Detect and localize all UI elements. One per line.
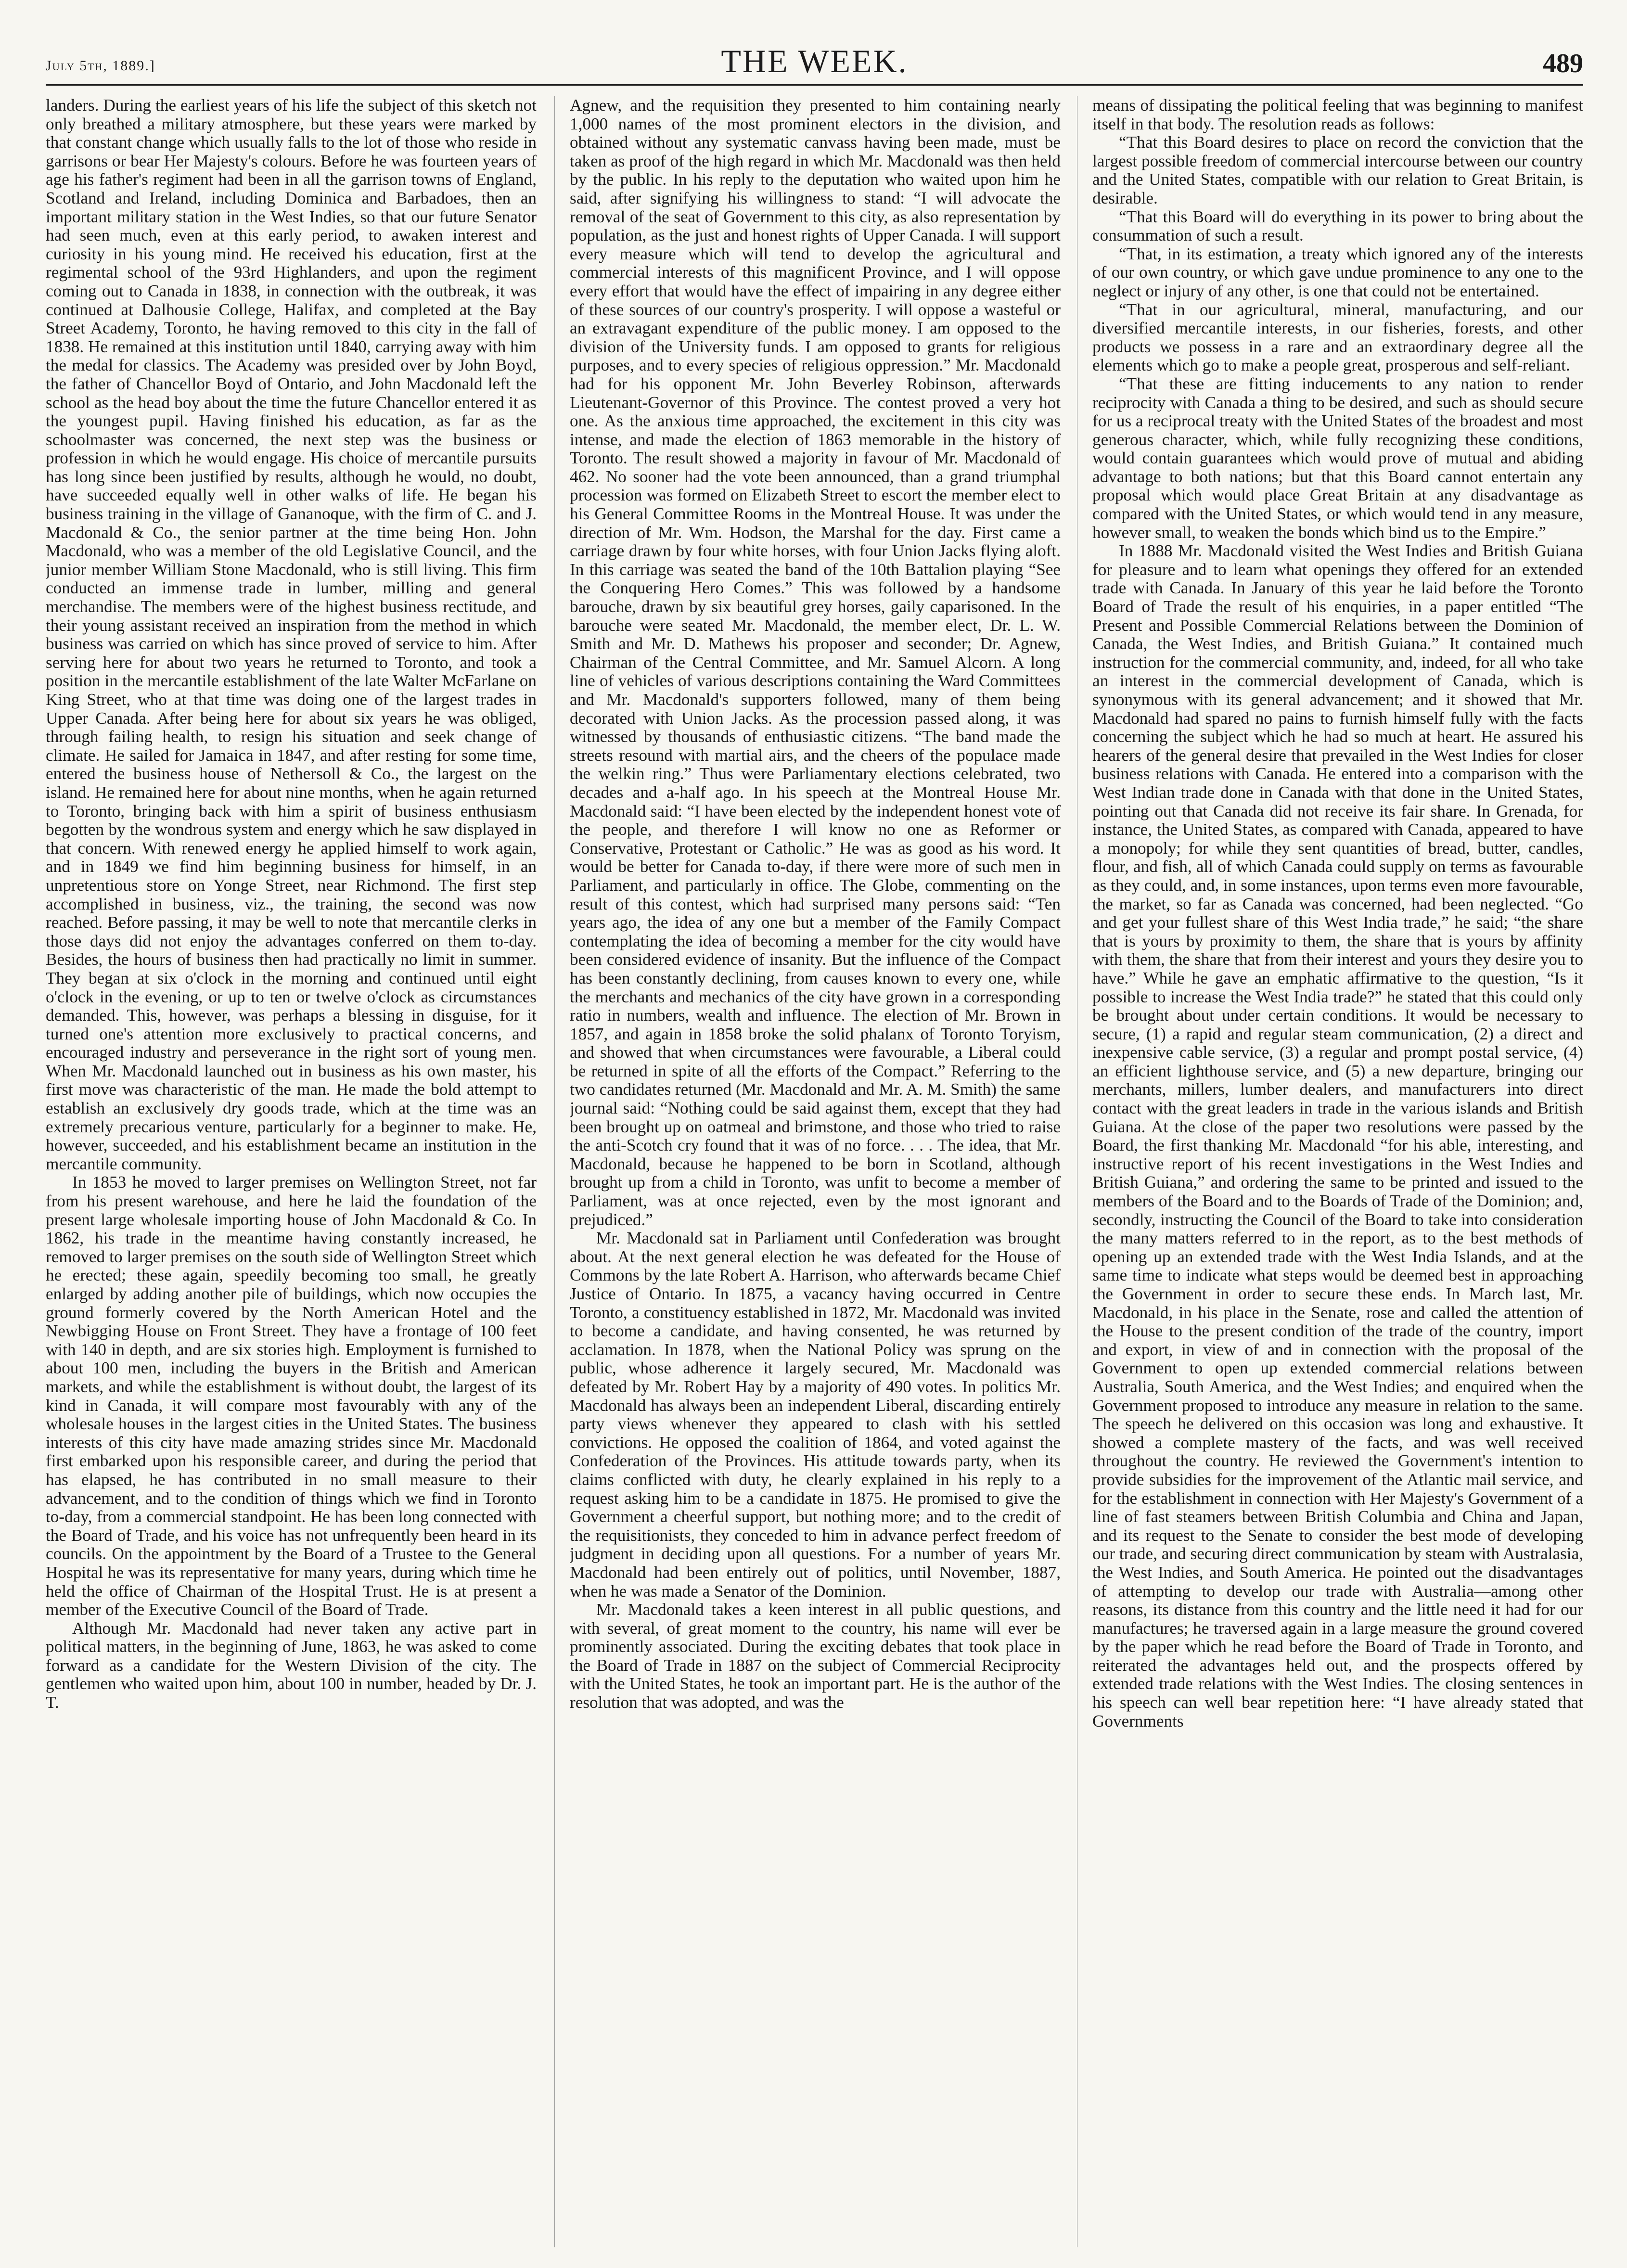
column-divider (554, 96, 555, 2247)
text-column-1 (46, 96, 537, 2252)
resolution-paragraph: “That this Board desires to place on record the conviction that the largest possible freedom of commercial intercourse between our country and the United States, compatible with our relation to Great Britain, is desirable. (1092, 133, 1583, 207)
page-number: 489 (1543, 49, 1583, 78)
resolution-paragraph: “That, in its estimation, a treaty which ignored any of the interests of our own country, or which gave undue prominence to any one to the neglect or injury of any other, is one that could not be entertained. (1092, 244, 1583, 300)
paragraph: In 1853 he moved to larger premises on Wellington Street, not far from his present warehouse, and here he laid the foundation of the present large wholesale importing house of John Macdonald & Co. In 1862, his trade in the meantime having constantly increased, he removed to larger premises on the south side of Wellington Street which he erected; these again, speedily becoming too small, he greatly enlarged by adding another pile of buildings, which now occupies the ground formerly covered by the North American Hotel and the Newbigging House on Front Street. They have a frontage of 100 feet with 140 in depth, and are six stories high. Employment is furnished to about 100 men, including the buyers in the British and American markets, and while the establishment is without doubt, the largest of its kind in Canada, it will compare most favourably with any of the wholesale houses in the largest cities in the United States. The business interests of this city have made amazing strides since Mr. Macdonald first embarked upon his responsible career, and during the period that has elapsed, he has contributed in no small measure to their advancement, and to the condition of things which we find in Toronto to-day, from a commercial standpoint. He has been long connected with the Board of Trade, and his voice has not unfrequently been heard in its councils. On the appointment by the Board of a Trustee to the General Hospital he was its representative for many years, during which time he held the office of Chairman of the Hospital Trust. He is at present a member of the Executive Council of the Board of Trade. (46, 1173, 537, 1619)
text-column-3 (1092, 96, 1583, 2252)
paragraph: Mr. Macdonald takes a keen interest in all public questions, and with several, of great moment to the country, his name will ever be prominently associated. During the exciting debates that took place in the Board of Trade in 1887 on the subject of Commercial Reciprocity with the United States, he took an important part. He is the author of the resolution that was adopted, and was the (570, 1600, 1061, 1712)
paragraph: Although Mr. Macdonald had never taken any active part in political matters, in the beginning of June, 1863, he was asked to come forward as a candidate for the Western Division of the city. The gentlemen who waited upon him, about 100 in number, headed by Dr. J. T. (46, 1618, 537, 1712)
issue-date: July 5th, 1889.] (46, 58, 155, 74)
header-rule (46, 84, 1583, 86)
paragraph: Mr. Macdonald sat in Parliament until Confederation was brought about. At the next general election he was defeated for the House of Commons by the late Robert A. Harrison, who afterwards became Chief Justice of Ontario. In 1875, a vacancy having occurred in Centre Toronto, a constituency established in 1872, Mr. Macdonald was invited to become a candidate, and having consented, he was returned by acclamation. In 1878, when the National Policy was sprung on the public, whose adherence it largely secured, Mr. Macdonald was defeated by Mr. Robert Hay by a majority of 490 votes. In politics Mr. Macdonald has always been an independent Liberal, discarding entirely party views whenever they appeared to clash with his settled convictions. He opposed the coalition of 1864, and voted against the Confederation of the Provinces. His attitude towards party, when its claims conflicted with duty, he clearly explained in his reply to a request asking him to be a candidate in 1875. He promised to give the Government a cheerful support, but nothing more; and to the credit of the requisitionists, they conceded to him in advance perfect freedom of judgment in deciding upon all questions. For a number of years Mr. Macdonald had been entirely out of politics, until November, 1887, when he was made a Senator of the Dominion. (570, 1229, 1061, 1601)
paragraph: Agnew, and the requisition they presented to him containing nearly 1,000 names of the most prominent electors in the division, and obtained without any systematic canvass having been made, must be taken as proof of the high regard in which Mr. Macdonald was then held by the public. In his reply to the deputation who waited upon him he said, after signifying his willingness to stand: “I will advocate the removal of the seat of Government to this city, as also representation by population, as the just and honest rights of Upper Canada. I will support every measure which will tend to develop the agricultural and commercial interests of this magnificent Province, and I will oppose every effort that would have the effect of impairing in any degree either of these sources of our country's prosperity. I will oppose a wasteful or an extravagant expenditure of the public money. I am opposed to the division of the University funds. I am opposed to grants for religious purposes, and to every species of religious oppression.” Mr. Macdonald had for his opponent Mr. John Beverley Robinson, afterwards Lieutenant-Governor of this Province. The contest proved a very hot one. As the anxious time approached, the excitement in this city was intense, and made the election of 1863 memorable in the history of Toronto. The result showed a majority in favour of Mr. Macdonald of 462. No sooner had the vote been announced, than a grand triumphal procession was formed on Elizabeth Street to escort the member elect to his General Committee Rooms in the Montreal House. It was under the direction of Mr. Wm. Hodson, the Marshal for the day. First came a carriage drawn by four white horses, with four Union Jacks flying aloft. In this carriage was seated the band of the 10th Battalion playing “See the Conquering Hero Comes.” This was followed by a handsome barouche, drawn by six beautiful grey horses, gaily caparisoned. In the barouche were seated Mr. Macdonald, the member elect, Dr. L. W. Smith and Mr. D. Mathews his proposer and seconder; Dr. Agnew, Chairman of the Central Committee, and Mr. Samuel Alcorn. A long line of vehicles of various descriptions containing the Ward Committees and Mr. Macdonald's supporters followed, many of them being decorated with Union Jacks. As the procession passed along, it was witnessed by thousands of enthusiastic citizens. “The band made the streets resound with martial airs, and the cheers of the populace made the welkin ring.” Thus were Parliamentary elections celebrated, two decades and a-half ago. In his speech at the Montreal House Mr. Macdonald said: “I have been elected by the independent honest vote of the people, and therefore I will know no one as Reformer or Conservative, Protestant or Catholic.” He was as good as his word. It would be better for Canada to-day, if there were more of such men in Parliament, and particularly in office. The Globe, commenting on the result of this contest, which had surprised many persons said: “Ten years ago, the idea of any one but a member of the Family Compact contemplating the idea of becoming a member for the city would have been considered evidence of insanity. But the influence of the Compact has been constantly declining, from causes known to every one, while the merchants and mechanics of the city have grown in a corresponding ratio in numbers, wealth and influence. The election of Mr. Brown in 1857, and again in 1858 broke the solid phalanx of Toronto Toryism, and showed that when circumstances were favourable, a Liberal could be returned in spite of all the efforts of the Compact.” Referring to the two candidates returned (Mr. Macdonald and Mr. A. M. Smith) the same journal said: “Nothing could be said against them, except that they had been brought up on oatmeal and brimstone, and those who tried to raise the anti-Scotch cry found that it was of no force. . . . The idea, that Mr. Macdonald, because he happened to be born in Scotland, although brought up from a child in Toronto, was unfit to become a member of Parliament, was at once rejected, even by the most ignorant and prejudiced.” (570, 96, 1061, 1229)
text-column-2 (570, 96, 1061, 2252)
masthead-title: THE WEEK. (721, 43, 908, 79)
paragraph: In 1888 Mr. Macdonald visited the West Indies and British Guiana for pleasure and to learn what openings they offered for an extended trade with Canada. In January of this year he laid before the Toronto Board of Trade the result of his enquiries, in a paper entitled “The Present and Possible Commercial Relations between the Dominion of Canada, the West Indies, and British Guiana.” It contained much instruction for the commercial community, and, indeed, for all who take an interest in the commercial development of Canada, which is synonymous with its general advancement; and it showed that Mr. Macdonald had spared no pains to furnish himself fully with the facts concerning the subject which he had so much at heart. He assured his hearers of the general desire that prevailed in the West Indies for closer business relations with Canada. He entered into a comparison with the West Indian trade done in Canada with that done in the United States, pointing out that Canada did not receive its fair share. In Grenada, for instance, the United States, as compared with Canada, appeared to have a monopoly; for while they sent quantities of bread, butter, candles, flour, and fish, all of which Canada could supply on terms as favourable as they could, and, in some instances, upon terms even more favourable, the market, so far as Canada was concerned, had been neglected. “Go and get your fullest share of this West India trade,” he said; “the share that is yours by proximity to them, the share that is yours by affinity with them, the share that from their interest and yours they desire you to have.” While he gave an emphatic affirmative to the question, “Is it possible to increase the West India trade?” he stated that this could only be brought about under certain conditions. It would be necessary to secure, (1) a rapid and regular steam communication, (2) a direct and inexpensive cable service, (3) a regular and prompt postal service, (4) an efficient lighthouse service, and (5) a new departure, bringing our merchants, millers, lumber dealers, and manufacturers into direct contact with the great leaders in trade in the various islands and British Guiana. At the close of the paper two resolutions were passed by the Board, the first thanking Mr. Macdonald “for his able, interesting, and instructive report of his recent investigations in the West Indies and British Guiana,” and ordering the same to be printed and issued to the members of the Board and to the Boards of Trade of the Dominion; and, secondly, instructing the Council of the Board to take into consideration the many matters referred to in the report, as to the best methods of opening up an extended trade with the West India Islands, and at the same time to indicate what steps would be deemed best in approaching the Government in order to secure these ends. In March last, Mr. Macdonald, in his place in the Senate, rose and called the attention of the House to the present condition of the trade of the country, import and export, in view of and in connection with the proposal of the Government to open up extended commercial relations between Australia, South America, and the West Indies; and enquired when the Government proposed to introduce any measure in relation to the same. The speech he delivered on this occasion was long and exhaustive. It showed a complete mastery of the facts, and was well received throughout the country. He reviewed the Government's intention to provide subsidies for the improvement of the Atlantic mail service, and for the establishment in connection with Her Majesty's Government of a line of fast steamers between British Columbia and China and Japan, and its request to the Senate to consider the best mode of developing our trade, and securing direct communication by steam with Australasia, the West Indies, and South America. He pointed out the disadvantages of attempting to develop our trade with Australia—among other reasons, its distance from this country and the little need it had for our manufactures; he traversed again in a large measure the ground covered by the paper which he read before the Board of Trade in Toronto, and reiterated the advantages held out, and the prospects offered by extended trade relations with the West Indies. The closing sentences in his speech can well bear repetition here: “I have already stated that Governments (1092, 541, 1583, 1730)
resolution-paragraph: “That these are fitting inducements to any nation to render reciprocity with Canada a thing to be desired, and such as should secure for us a reciprocal treaty with the United States of the broadest and most generous character, which, while fully recognizing these conditions, would contain guarantees which would prove of mutual and abiding advantage to both nations; but that this Board cannot entertain any proposal which would place Great Britain at any disadvantage as compared with the United States, or which would tend in any measure, however small, to weaken the bonds which bind us to the Empire.” (1092, 374, 1583, 542)
page-header (46, 24, 1583, 87)
resolution-paragraph: “That this Board will do everything in its power to bring about the consummation of such a result. (1092, 207, 1583, 245)
paragraph: landers. During the earliest years of his life the subject of this sketch not only breathed a military atmosphere, but these years were marked by that constant change which usually falls to the lot of those who reside in garrisons or bear Her Majesty's colours. Before he was fourteen years of age his father's regiment had been in all the garrison towns of England, Scotland and Ireland, including Dominica and Barbadoes, then an important military station in the West Indies, so that our future Senator had seen much, even at this early period, to awaken interest and curiosity in his young mind. He received his education, first at the regimental school of the 93rd Highlanders, and upon the regiment coming out to Canada in 1838, in connection with the outbreak, it was continued at Dalhousie College, Halifax, and completed at the Bay Street Academy, Toronto, he having removed to this city in the fall of 1838. He remained at this institution until 1840, carrying away with him the medal for classics. The Academy was presided over by John Boyd, the father of Chancellor Boyd of Ontario, and John Macdonald left the school as the head boy about the time the future Chancellor entered it as the youngest pupil. Having finished his education, as far as the schoolmaster was concerned, the next step was the business or profession in which he would engage. His choice of mercantile pursuits has long since been justified by results, although he would, no doubt, have succeeded equally well in other walks of life. He began his business training in the village of Gananoque, with the firm of C. and J. Macdonald & Co., the senior partner at the time being Hon. John Macdonald, who was a member of the old Legislative Council, and the junior member William Stone Macdonald, who is still living. This firm conducted an immense trade in lumber, milling and general merchandise. The members were of the highest business rectitude, and their young assistant received an inspiration from the method in which business was carried on which has since proved of service to him. After serving here for about two years he returned to Toronto, and took a position in the mercantile establishment of the late Walter McFarlane on King Street, who at that time was doing one of the largest trades in Upper Canada. After being here for about six years he was obliged, through failing health, to resign his situation and seek change of climate. He sailed for Jamaica in 1847, and after resting for some time, entered the business house of Nethersoll & Co., the largest on the island. He remained here for about nine months, when he again returned to Toronto, bringing back with him a spirit of business enthusiasm begotten by the wondrous system and energy which he saw displayed in that concern. With renewed energy he applied himself to work again, and in 1849 we find him beginning business for himself, in an unpretentious store on Yonge Street, near Richmond. The first step accomplished in business, viz., the training, the second was now reached. Before passing, it may be well to note that mercantile clerks in those days did not enjoy the advantages conferred on them to-day. Besides, the hours of business then had practically no limit in summer. They began at six o'clock in the morning and continued until eight o'clock in the evening, or up to ten or twelve o'clock as circumstances demanded. This, however, was perhaps a blessing in disguise, for it turned one's attention more exclusively to practical concerns, and encouraged industry and perseverance in the right sort of young men. When Mr. Macdonald launched out in business as his own master, his first move was characteristic of the man. He made the bold attempt to establish an exclusively dry goods trade, which at the time was an extremely precarious venture, particularly for a beginner to make. He, however, succeeded, and his establishment became an institution in the mercantile community. (46, 96, 537, 1173)
resolution-paragraph: “That in our agricultural, mineral, manufacturing, and our diversified mercantile interests, in our fisheries, forests, and other products we possess in a rare and an extraordinary degree all the elements which go to make a people great, prosperous and self-reliant. (1092, 300, 1583, 375)
paragraph: means of dissipating the political feeling that was beginning to manifest itself in that body. The resolution reads as follows: (1092, 96, 1583, 133)
